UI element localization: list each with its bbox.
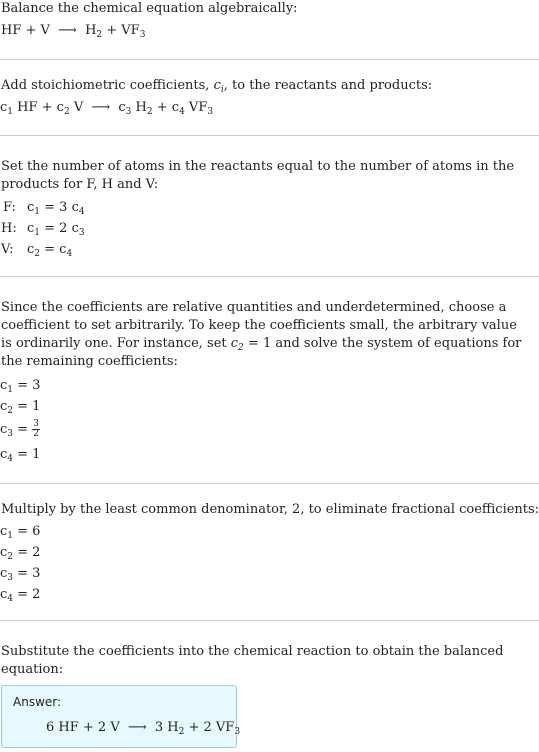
solve-intro-text: Since the coefficients are relative quantities and underdetermined, choose a coefficient to set arbitrarily. To keep the coefficients small, the arbitrary value is ordinarily one. For instance, set $c_2 = 1$ and solve the system of equations for the remaining coefficients:: [1, 300, 522, 369]
atom-balance-intro-text: Set the number of atoms in the reactants equal to the number of atoms in the products for F, H and V:: [1, 159, 515, 192]
divider: [0, 59, 539, 60]
coefficient-equation: $c_1$ HF + $c_2$ V ⟶ $c_3$ $H_2 + c_4$ $VF_3$: [0, 100, 214, 117]
scaled-c2: $c_2 = 2$: [0, 545, 41, 562]
divider: [0, 276, 539, 277]
answer-label: Answer:: [13, 695, 62, 709]
balanced-equation: 6 HF + 2 V ⟶ 3 $H_2 + 2$ $VF_3$: [46, 720, 241, 737]
answer-intro-text: Substitute the coefficients into the chemical reaction to obtain the balanced equation:: [1, 644, 504, 677]
equation-row-f: F: $c_1 = 3$ $c_4$: [3, 200, 85, 217]
solution-c4: $c_4 = 1$: [0, 447, 41, 464]
divider: [0, 135, 539, 136]
divider: [0, 483, 539, 484]
solution-c3: $c_3$ = $\frac{3}{2}$: [0, 419, 39, 439]
intro-text: Balance the chemical equation algebraically:: [1, 1, 298, 16]
atom-balance-system: [1, 197, 85, 260]
equation-row-h: H: $c_1 = 2$ $c_3$: [1, 221, 85, 238]
solution-c2: $c_2 = 1$: [0, 399, 41, 416]
fraction-three-halves: $\frac{3}{2}$: [33, 419, 39, 439]
equation-row-v: V: $c_2 = c_4$: [1, 242, 73, 259]
scaled-c3: $c_3 = 3$: [0, 566, 41, 583]
divider: [0, 620, 539, 621]
scaled-c4: $c_4 = 2$: [0, 587, 41, 604]
answer-box: [1, 685, 241, 748]
scaled-c1: $c_1 = 6$: [0, 524, 41, 541]
unbalanced-equation: HF + V ⟶ $H_2 + VF_3$: [1, 23, 146, 40]
coefficients-intro-text: Add stoichiometric coefficients, $c_i$, to the reactants and products:: [1, 78, 433, 95]
lcd-intro-text: Multiply by the least common denominator, 2, to eliminate fractional coefficients:: [1, 502, 539, 517]
solution-c1: $c_1 = 3$: [0, 378, 41, 395]
